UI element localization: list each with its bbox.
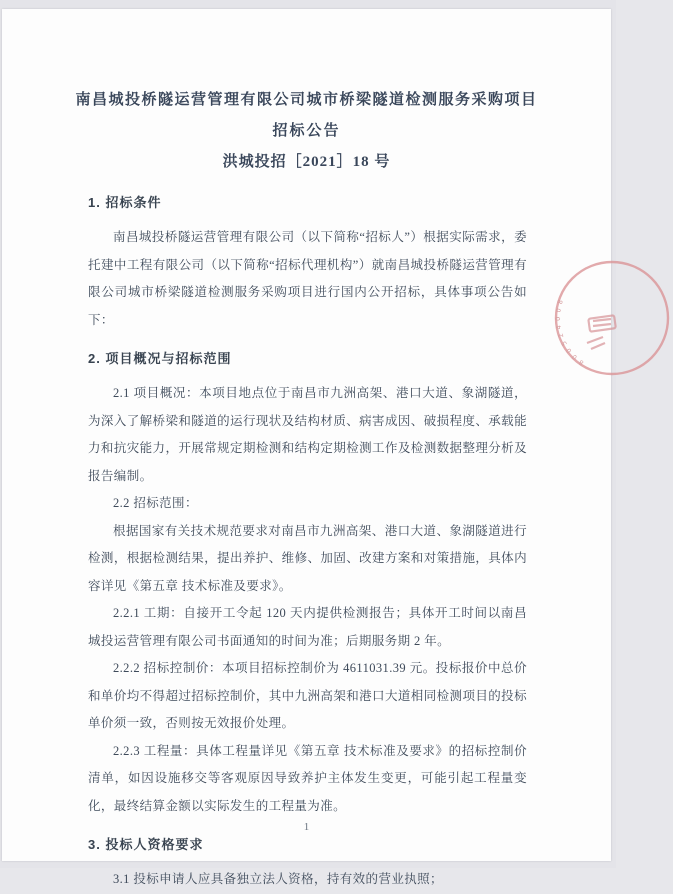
paragraph: 2.2 招标范围： [113, 496, 198, 510]
document-subtitle: 招标公告 [272, 123, 341, 139]
paragraph: 2.2.2 招标控制价：本项目招标控制价为 4611031.39 元。投标报价中总价和单价均不得超过招标控制价，其中九洲高架和港口大道相同检测项目的投标单价须一致，否则按无效报价处理。 [88, 661, 527, 730]
paragraph: 根据国家有关技术规范要求对南昌市九洲高架、港口大道、象湖隧道进行检测，根据检测结果，提出养护、维修、加固、改建方案和对策措施，具体内容详见《第五章 技术标准及要求》。 [88, 523, 527, 593]
page-number: 1 [303, 821, 310, 833]
document-page [2, 9, 611, 886]
svg-text:8 0 0 5 2 4 0 0 8: 8 0 0 5 2 4 0 0 8 [553, 297, 586, 367]
section [88, 192, 527, 334]
section-heading: 1. 招标条件 [88, 195, 162, 210]
paragraph: 南昌城投桥隧运营管理有限公司（以下简称“招标人”）根据实际需求，委托建中工程有限公司（以下简称“招标代理机构”）就南昌城投桥隧运营管理有限公司城市桥梁隧道检测服务采购项目进行国内公开招标，具体事项公告如下： [88, 230, 527, 327]
section-heading: 3. 投标人资格要求 [88, 837, 204, 852]
document-number: 洪城投招［2021］18 号 [222, 154, 391, 170]
section [88, 348, 527, 820]
paragraph: 3.1 投标申请人应具备独立法人资格，持有效的营业执照； [113, 872, 443, 886]
paragraph: 2.2.3 工程量：具体工程量详见《第五章 技术标准及要求》的招标控制价清单，如因设施移交等客观原因导致养护主体发生变更，可能引起工程量变化，最终结算金额以实际发生的工程量为准。 [88, 743, 527, 813]
document-body [88, 192, 527, 894]
paragraph: 2.1 项目概况：本项目地点位于南昌市九洲高架、港口大道、象湖隧道，为深入了解桥梁和隧道的运行现状及结构材质、病害成因、破损程度、承载能力和抗灾能力，开展常规定期检测和结构定期检测工作及检测数据整理分析及报告编制。 [88, 386, 527, 483]
document-title: 南昌城投桥隧运营管理有限公司城市桥梁隧道检测服务采购项目 [75, 92, 538, 108]
title-block [2, 85, 611, 178]
red-seal-stamp-icon [551, 257, 673, 379]
section-heading: 2. 项目概况与招标范围 [88, 351, 232, 366]
section [88, 834, 527, 894]
paragraph: 2.2.1 工期：自接开工令起 120 天内提供检测报告；具体开工时间以南昌城投运营管理有限公司书面通知的时间为准；后期服务期 2 年。 [88, 606, 527, 648]
